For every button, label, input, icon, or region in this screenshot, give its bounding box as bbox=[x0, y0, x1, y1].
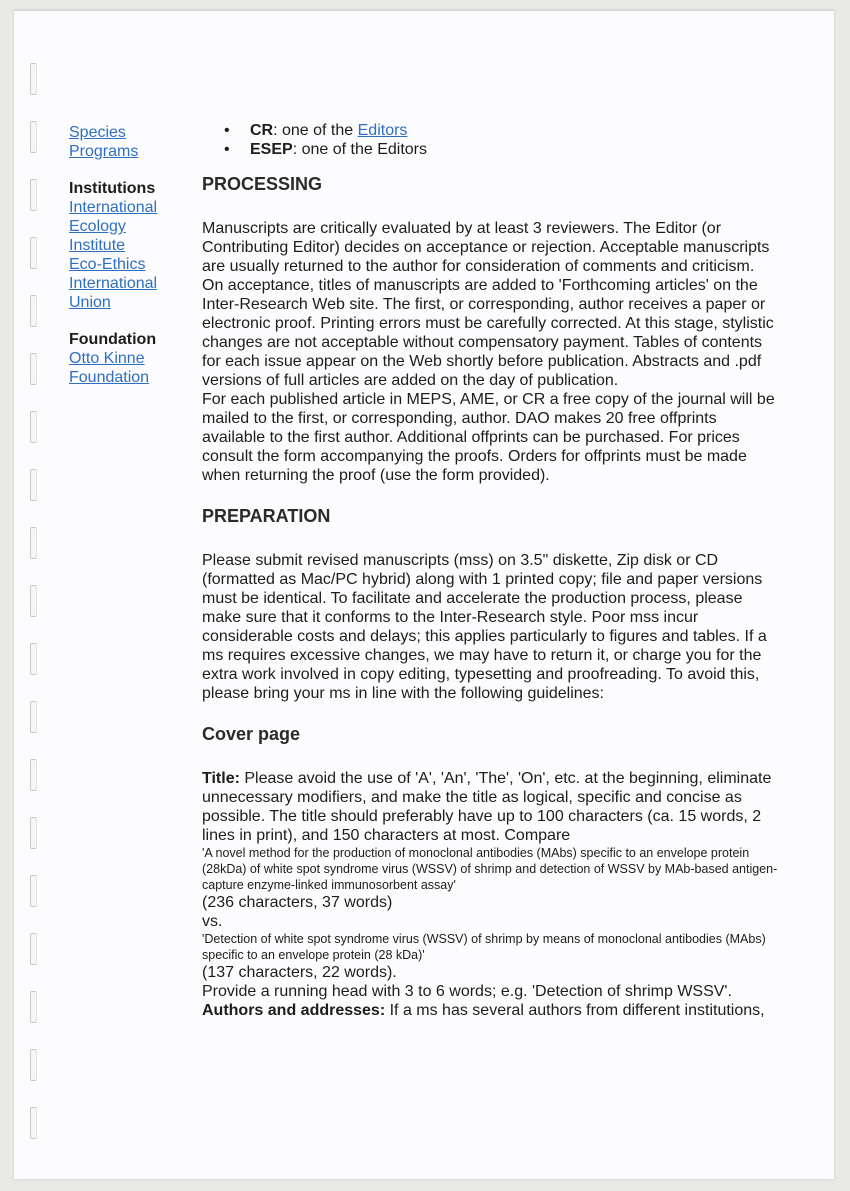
sidebar-link-international-ecology-2[interactable]: Ecology bbox=[69, 218, 126, 235]
esep-text: : one of the Editors bbox=[292, 141, 427, 158]
punch-hole bbox=[30, 63, 37, 95]
punch-hole bbox=[30, 411, 37, 443]
punch-hole bbox=[30, 585, 37, 617]
sidebar-group-foundation bbox=[69, 330, 184, 387]
processing-paragraph-3: For each published article in MEPS, AME, or CR a free copy of the journal will be mailed to the first, or corresponding, author. DAO makes 20 free offprints available to the first author. Additional offprints can be purchased. For prices consult the form accompanying the proofs. Orders for offprints must be made when returning the proof (use the form provided). bbox=[202, 391, 775, 484]
punch-hole bbox=[30, 701, 37, 733]
processing-paragraph-2: On acceptance, titles of manuscripts are added to 'Forthcoming articles' on the Inter-Research Web site. The first, or corresponding, author receives a paper or electronic proof. Printing errors must be carefully corrected. At this stage, stylistic changes are not acceptable without compensatory payment. Tables of contents for each issue appear on the Web shortly before publication. Abstracts and .pdf versions of full articles are added on the day of publication. bbox=[202, 277, 774, 389]
punch-hole bbox=[30, 643, 37, 675]
sidebar-group-top bbox=[69, 123, 184, 161]
punch-hole bbox=[30, 237, 37, 269]
punch-hole bbox=[30, 933, 37, 965]
sidebar-link-international-ecology-1[interactable]: International bbox=[69, 199, 158, 216]
sidebar-link-otto-kinne-2[interactable]: Foundation bbox=[69, 369, 150, 386]
cr-text: : one of the bbox=[273, 122, 358, 139]
authors-guideline bbox=[202, 1001, 782, 1020]
punch-hole bbox=[30, 527, 37, 559]
example-title-long: 'A novel method for the production of monoclonal antibodies (MAbs) specific to an envelope protein (28kDa) of white spot syndrome virus (WSSV) of shrimp and detection of WSSV by MAb-based antigen-capture enzyme-linked immunosorbent assay' bbox=[202, 846, 778, 892]
cover-page-heading: Cover page bbox=[202, 724, 301, 744]
punch-hole bbox=[30, 353, 37, 385]
cr-label: CR bbox=[250, 122, 274, 139]
title-label: Title: bbox=[202, 770, 240, 787]
sidebar-link-eco-ethics-1[interactable]: Eco-Ethics bbox=[69, 256, 146, 273]
punch-hole bbox=[30, 295, 37, 327]
sidebar-link-otto-kinne-1[interactable]: Otto Kinne bbox=[69, 350, 145, 367]
editors-list bbox=[202, 121, 782, 159]
main-content bbox=[202, 121, 782, 1020]
authors-label: Authors and addresses: bbox=[202, 1002, 386, 1019]
sidebar-link-programs[interactable]: Programs bbox=[69, 143, 139, 160]
punch-hole bbox=[30, 759, 37, 791]
sidebar-link-international-ecology-3[interactable]: Institute bbox=[69, 237, 126, 254]
sidebar-heading-institutions: Institutions bbox=[69, 180, 156, 197]
sidebar-link-species[interactable]: Species bbox=[69, 124, 126, 141]
punch-hole bbox=[30, 875, 37, 907]
punch-hole bbox=[30, 991, 37, 1023]
punch-hole bbox=[30, 121, 37, 153]
preparation-heading: PREPARATION bbox=[202, 506, 331, 526]
sidebar-nav bbox=[69, 123, 184, 405]
punch-hole bbox=[30, 817, 37, 849]
list-item-cr bbox=[202, 121, 782, 140]
esep-label: ESEP bbox=[250, 141, 293, 158]
title-guideline bbox=[202, 769, 782, 845]
processing-paragraph-1: Manuscripts are critically evaluated by at least 3 reviewers. The Editor (or Contributing Editor) decides on acceptance or rejection. Acceptable manuscripts are usually returned to the author for consideration of comments and criticism. bbox=[202, 220, 770, 275]
sidebar-link-eco-ethics-2[interactable]: International bbox=[69, 275, 158, 292]
punch-hole bbox=[30, 1049, 37, 1081]
punch-hole bbox=[30, 469, 37, 501]
running-head-guideline: Provide a running head with 3 to 6 words; e.g. 'Detection of shrimp WSSV'. bbox=[202, 983, 732, 1000]
versus-label: vs. bbox=[202, 913, 223, 930]
authors-text: If a ms has several authors from different institutions, bbox=[385, 1002, 765, 1019]
sidebar-heading-foundation: Foundation bbox=[69, 331, 157, 348]
preparation-paragraph-1: Please submit revised manuscripts (mss) on 3.5" diskette, Zip disk or CD (formatted as Mac/PC hybrid) along with 1 printed copy; file and paper versions must be identical. To facilitate and accelerate the production process, please make sure that it conforms to the Inter-Research style. Poor mss incur considerable costs and delays; this applies particularly to figures and tables. If a ms requires excessive changes, we may have to return it, or charge you for the extra work involved in copy editing, typesetting and proofreading. To avoid this, please bring your ms in line with the following guidelines: bbox=[202, 552, 767, 702]
document-page bbox=[14, 10, 834, 1179]
example-count-short: (137 characters, 22 words). bbox=[202, 964, 397, 981]
example-count-long: (236 characters, 37 words) bbox=[202, 894, 393, 911]
example-title-short: 'Detection of white spot syndrome virus (WSSV) of shrimp by means of monoclonal antibodies (MAbs) specific to an envelope protein (28 kDa)' bbox=[202, 932, 766, 962]
binding-holes bbox=[30, 63, 38, 1163]
processing-heading: PROCESSING bbox=[202, 174, 323, 194]
list-item-esep bbox=[202, 140, 782, 159]
sidebar-group-institutions bbox=[69, 179, 184, 312]
punch-hole bbox=[30, 1107, 37, 1139]
sidebar-link-eco-ethics-3[interactable]: Union bbox=[69, 294, 111, 311]
editors-link[interactable]: Editors bbox=[357, 122, 408, 139]
title-text: Please avoid the use of 'A', 'An', 'The', 'On', etc. at the beginning, eliminate unnecessary modifiers, and make the title as logical, specific and concise as possible. The title should preferably have up to 100 characters (ca. 15 words, 2 lines in print), and 150 characters at most. Compare bbox=[202, 770, 772, 844]
punch-hole bbox=[30, 179, 37, 211]
